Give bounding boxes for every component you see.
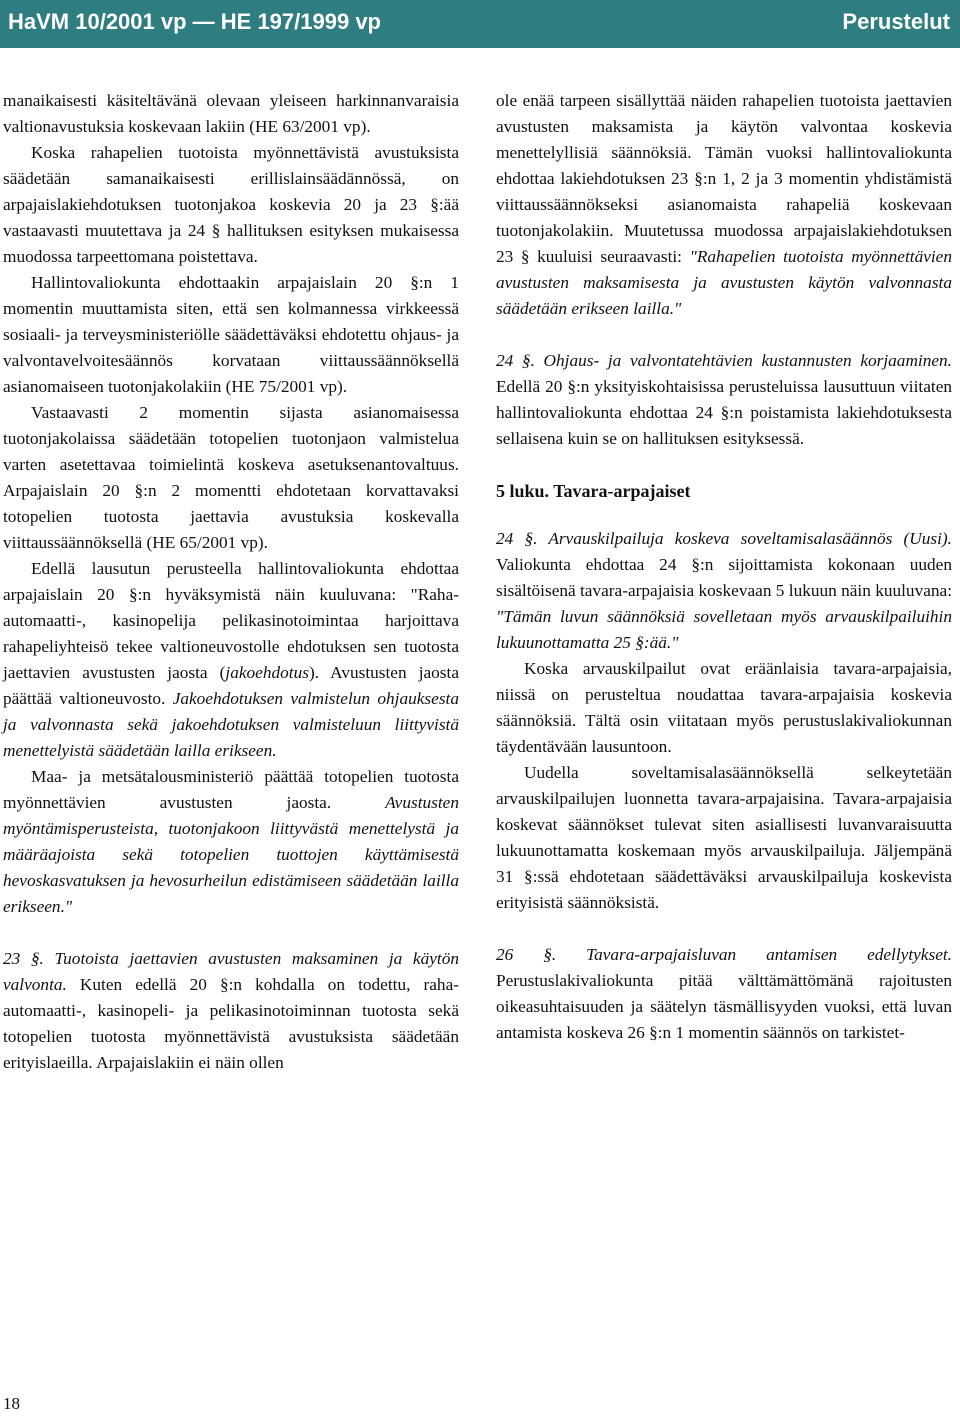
section-paragraph — [496, 526, 952, 656]
text-run: ole enää tarpeen sisällyttää näiden rahapelien tuotoista jaettavien avustusten maksamista ja käytön valvontaa koskevia menettelyllisiä säännöksiä. Tämän vuoksi hallintovaliokunta ehdottaa lakiehdotuksen 23 §:n 1, 2 ja 3 momentin yhdistämistä viittaussäännökseksi asianomaista rahapeliä koskevaan tuotonjakolakiin. Muutetussa muodossa arpajaislakiehdotuksen 23 § kuuluisi seuraavasti: — [496, 91, 952, 266]
paragraph — [3, 764, 459, 920]
text-run: Edellä lausutun perusteella hallintovaliokunta ehdottaa arpajaislain 20 §:n hyväksymistä näin kuuluvana: "Raha-automaatti-, kasinopelija pelikasinotoimintaa harjoittava rahapeliyhteisö tekee valtioneuvostolle ehdotuksen sen tuotosta jaettavien avustusten jaosta ( — [3, 559, 459, 682]
text-run: ). Avustusten jaosta päättää valtioneuvosto. — [3, 663, 459, 708]
header-document-id: HaVM 10/2001 vp — HE 197/1999 vp — [8, 9, 381, 34]
paragraph — [496, 88, 952, 322]
paragraph: Vastaavasti 2 momentin sijasta asianomaisessa tuotonjakolaissa säädetään totopelien tuotonjaon valmistelua varten asetettavaa toimielintä koskeva asetuksenantovaltuus. Arpajaislain 20 §:n 2 momentti ehdotetaan korvattavaksi totopelien tuotosta jaettavia avustuksia koskevalla viittaussäännöksellä (HE 65/2001 vp). — [3, 403, 459, 552]
chapter-heading: 5 luku. Tavara-arpajaiset — [496, 481, 691, 501]
section-title: 23 §. Tuotoista jaettavien avustusten maksaminen ja käytön valvonta. — [3, 949, 459, 994]
italic-text: Avustusten myöntämisperusteista, tuotonjakoon liittyvästä menettelystä ja määräajoista sekä totopelien tuottojen käyttämisestä hevoskasvatuksen ja hevosurheilun edistämiseen säädetään lailla erikseen." — [3, 793, 459, 916]
text-run: Valiokunta ehdottaa 24 §:n sijoittamista kokonaan uuden sisältöisenä tavara-arpajaisia koskevaan 5 lukuun näin kuuluvana: — [496, 555, 952, 600]
paragraph: Hallintovaliokunta ehdottaakin arpajaislain 20 §:n 1 momentin muuttamista siten, että sen kolmannessa virkkeessä sosiaali- ja terveysministeriölle säädettäväksi ehdotettu ohjaus- ja valvontavelvoitesäännös korvataan viittaussäännöksellä asianomaiseen tuotonjakolakiin (HE 75/2001 vp). — [3, 273, 459, 396]
header-section-title: Perustelut — [842, 9, 950, 34]
section-paragraph — [3, 946, 459, 1076]
italic-quote: "Rahapelien tuotoista myönnettävien avustusten maksamisesta ja avustusten käytön valvonnasta säädetään erikseen lailla." — [496, 247, 952, 318]
section-title: 24 §. Ohjaus- ja valvontatehtävien kustannusten korjaaminen. — [496, 351, 952, 370]
text-run: Maa- ja metsätalousministeriö päättää totopelien tuotosta myönnettävien avustusten jaosta. — [3, 767, 459, 812]
text-run: Kuten edellä 20 §:n kohdalla on todettu, raha-automaatti-, kasinopeli- ja pelikasinotoiminnan tuotosta sekä totopelien tuotosta myönnettävistä avustuksista säädetään erityislaeilla. Arpajaislakiin ei näin ollen — [3, 975, 459, 1072]
section-paragraph — [496, 942, 952, 1046]
text-run: Perustuslakivaliokunta pitää välttämättömänä rajoitusten oikeasuhtaisuuden ja säätelyn täsmällisyyden vuoksi, että luvan antamista koskeva 26 §:n 1 momentin säännös on tarkistet- — [496, 971, 952, 1042]
italic-text: Jakoehdotuksen valmistelun ohjauksesta ja valvonnasta sekä jakoehdotuksen valmisteluun liittyvistä menettelyistä säädetään lailla erikseen. — [3, 689, 459, 760]
paragraph — [3, 556, 459, 764]
italic-quote: "Tämän luvun säännöksiä sovelletaan myös arvauskilpailuihin lukuunottamatta 25 §:ää." — [496, 607, 952, 652]
text-run: Edellä 20 §:n yksityiskohtaisissa perusteluissa lausuttuun viitaten hallintovaliokunta ehdottaa 24 §:n poistamista lakiehdotuksesta sellaisena kuin se on hallituksen esityksessä. — [496, 377, 952, 448]
page-number: 18 — [3, 1394, 20, 1413]
running-header — [0, 0, 960, 48]
italic-term: jakoehdotus — [225, 663, 309, 682]
paragraph: Uudella soveltamisalasäännöksellä selkeytetään arvauskilpailujen luonnetta tavara-arpajaisina. Tavara-arpajaisia koskevat säännökset tulevat siten asiallisesti luvanvaraisuutta lukuunottamatta koskemaan myös arvauskilpailuja. Jäljempänä 31 §:ssä ehdotetaan säädettäväksi arvauskilpailuja koskevista erityisistä säännöksistä. — [496, 763, 952, 912]
paragraph: manaikaisesti käsiteltävänä olevaan yleiseen harkinnanvaraisia valtionavustuksia koskevaan lakiin (HE 63/2001 vp). — [3, 91, 459, 136]
section-paragraph — [496, 348, 952, 452]
section-title: 26 §. Tavara-arpajaisluvan antamisen edellytykset. — [496, 945, 952, 964]
left-column — [3, 88, 459, 1076]
right-column — [496, 88, 952, 1046]
section-title: 24 §. Arvauskilpailuja koskeva soveltamisalasäännös (Uusi). — [496, 529, 952, 548]
paragraph: Koska rahapelien tuotoista myönnettävistä avustuksista säädetään samanaikaisesti erillislainsäädännössä, on arpajaislakiehdotuksen tuotonjakoa koskevia 20 ja 23 §:ää vastaavasti muutettava ja 24 § hallituksen esityksen mukaisessa muodossa tarpeettomana poistettava. — [3, 143, 459, 266]
paragraph: Koska arvauskilpailut ovat eräänlaisia tavara-arpajaisia, niissä on perusteltua noudattaa tavara-arpajaisia koskevia säännöksiä. Tältä osin viitataan myös perustuslakivaliokunnan täydentävään lausuntoon. — [496, 659, 952, 756]
